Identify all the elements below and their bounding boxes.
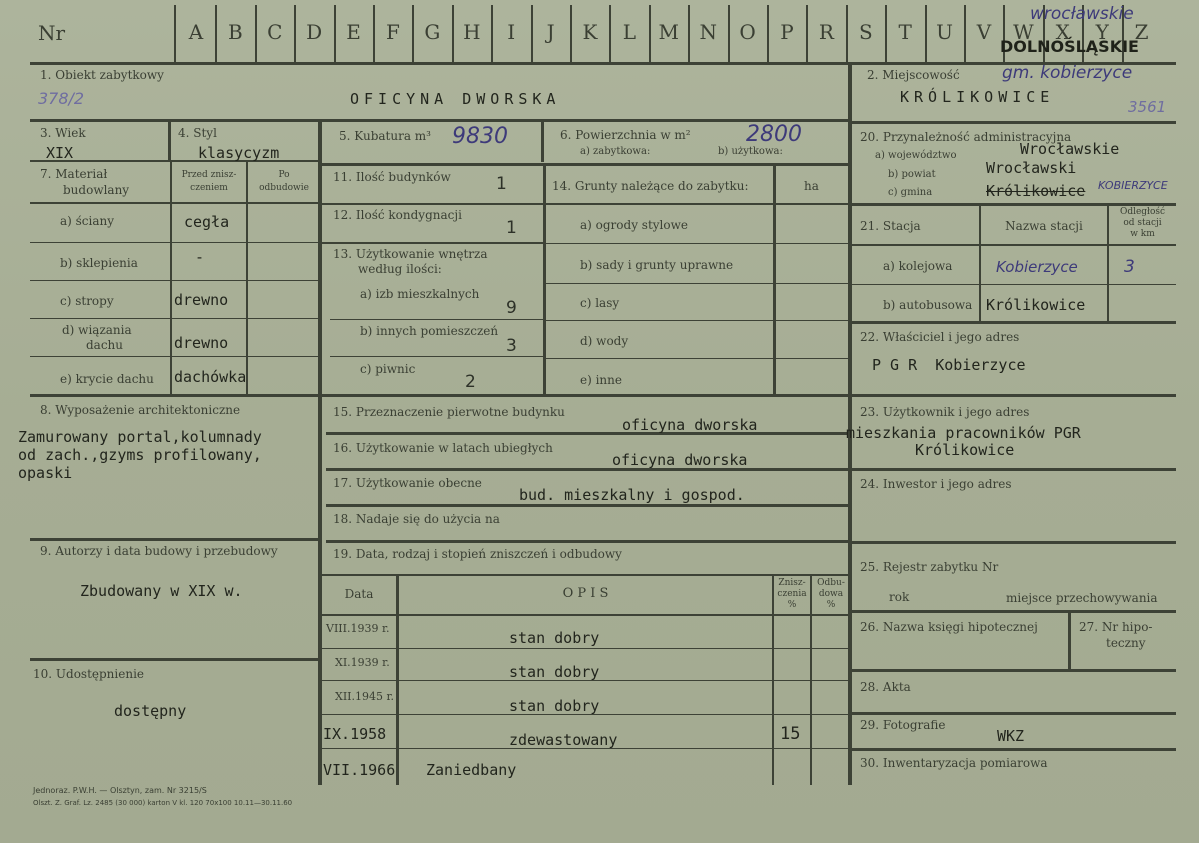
- material-row-label: a) ściany: [60, 214, 115, 228]
- material-row-value: -: [195, 248, 205, 266]
- rule-20: [852, 121, 1176, 124]
- land-row-label: e) inne: [580, 373, 622, 387]
- f4-value: klasycyzm: [198, 144, 280, 162]
- f8-line-1: Zamurowany portal,kolumnady: [18, 428, 262, 446]
- letter-cell-t: T: [898, 20, 912, 44]
- f15-value: oficyna dworska: [622, 416, 758, 434]
- letter-cell-h: H: [463, 20, 481, 44]
- f19-col-z: Znisz-: [778, 578, 806, 588]
- f15-label: 15. Przeznaczenie pierwotne budynku: [333, 405, 565, 419]
- handwritten-region: wrocławskie: [1030, 4, 1134, 24]
- f8-label: 8. Wyposażenie architektoniczne: [40, 403, 241, 417]
- rule-13: [322, 242, 544, 244]
- f7-col1-header: Przed znisz-: [181, 170, 237, 180]
- mat-row-a: [30, 202, 320, 204]
- f21-b-value: Królikowice: [986, 296, 1086, 314]
- divider-5-6: [541, 120, 544, 162]
- f18-label: 18. Nadaje się do użycia na: [333, 512, 500, 526]
- f19-col-z-pct: %: [787, 600, 797, 610]
- material-row-value: drewno: [174, 334, 229, 352]
- f13-label-2: według ilości:: [358, 262, 442, 276]
- f10-label: 10. Udostępnienie: [33, 667, 145, 681]
- letter-cell-j: J: [546, 20, 555, 44]
- divider-14-ha: [773, 163, 776, 395]
- f21-a-distance: 3: [1124, 257, 1135, 277]
- f13-c-value: 2: [465, 372, 476, 392]
- f19-col-opis: O P I S: [562, 586, 609, 601]
- f8-line-3: opaski: [18, 464, 73, 482]
- rule-22: [852, 321, 1176, 324]
- letter-cell-b: B: [228, 20, 243, 44]
- mat-row-d: [30, 318, 320, 319]
- damage-row-date: IX.1958: [323, 725, 387, 743]
- f7-label-2: budowlany: [63, 183, 130, 197]
- f27-label: 27. Nr hipo-: [1079, 620, 1153, 634]
- f21-col-dist-3: w km: [1130, 229, 1155, 239]
- mat-row-c: [30, 280, 320, 281]
- f17-value: bud. mieszkalny i gospod.: [519, 486, 745, 504]
- rule-25: [852, 541, 1176, 544]
- letter-cell-c: C: [267, 20, 283, 44]
- f16-value: oficyna dworska: [612, 451, 748, 469]
- footer-line-2: Olszt. Z. Graf. Lz. 2485 (30 000) karton V kl. 120 70x100 10.11—30.11.60: [33, 799, 293, 807]
- material-row-value: dachówka: [174, 368, 247, 386]
- f4-label: 4. Styl: [178, 126, 217, 140]
- damage-row-description: stan dobry: [509, 697, 600, 715]
- f23-label: 23. Użytkownik i jego adres: [860, 405, 1030, 419]
- damage-row-date: XII.1945 r.: [335, 690, 395, 703]
- rule-21: [852, 203, 1176, 206]
- f2-label: 2. Miejscowość: [867, 68, 960, 82]
- f21-b-label: b) autobusowa: [883, 298, 973, 312]
- f5-value: 9830: [452, 124, 508, 149]
- rule-24: [852, 468, 1176, 471]
- damage-row-description: stan dobry: [509, 663, 600, 681]
- rule-14c: [544, 283, 850, 284]
- header-divider: [174, 5, 176, 62]
- material-row-label: c) stropy: [60, 294, 114, 308]
- letter-cell-p: P: [780, 20, 794, 44]
- letter-cell-k: K: [582, 20, 598, 44]
- letter-cell-f: F: [386, 20, 400, 44]
- f21-col-dist: Odległość: [1119, 207, 1166, 217]
- col-27: [1068, 612, 1071, 670]
- f1-handwritten-number: 378/2: [38, 89, 85, 108]
- damage-row-description: stan dobry: [509, 629, 600, 647]
- f6-label: 6. Powierzchnia w m²: [560, 128, 691, 142]
- rule-18: [326, 504, 850, 507]
- rule-28: [852, 669, 1176, 672]
- land-row-label: b) sady i grunty uprawne: [580, 258, 734, 272]
- material-row-label: e) krycie dachu: [60, 372, 154, 386]
- rule-17: [326, 468, 850, 471]
- f20-a-label: a) województwo: [875, 150, 957, 161]
- f23-line-1: mieszkania pracowników PGR: [846, 424, 1081, 442]
- f22-value: P G R Kobierzyce: [872, 356, 1026, 374]
- rule-14e: [544, 358, 850, 359]
- f13-b-label: b) innych pomieszczeń: [360, 324, 499, 338]
- footer-line-1: Jednoraz. P.W.H. — Olsztyn, zam. Nr 3215/S: [33, 786, 207, 795]
- damage-row-description: Zaniedbany: [426, 761, 517, 779]
- f12-label: 12. Ilość kondygnacji: [333, 208, 462, 222]
- letter-cell-o: O: [739, 20, 756, 44]
- rule-9: [30, 538, 320, 541]
- handwritten-gmina: gm. kobierzyce: [1002, 63, 1133, 83]
- rule-10: [30, 658, 320, 661]
- material-row-value: cegła: [184, 213, 230, 231]
- f21-col-dist-2: od stacji: [1123, 218, 1162, 228]
- f25-rok: rok: [889, 590, 910, 604]
- f23-line-2: Królikowice: [915, 441, 1015, 459]
- letter-cell-a: A: [188, 20, 204, 44]
- rule-13c: [330, 356, 544, 357]
- f3-value: XIX: [46, 144, 74, 162]
- letter-cell-d: D: [306, 20, 323, 44]
- letter-cell-z: Z: [1134, 20, 1149, 44]
- letter-cell-y: Y: [1095, 20, 1109, 44]
- letter-cell-u: U: [936, 20, 954, 44]
- f26-label: 26. Nazwa księgi hipotecznej: [860, 620, 1038, 634]
- rule-26: [852, 610, 1176, 613]
- land-row-label: c) lasy: [580, 296, 620, 310]
- mat-col-1: [170, 162, 172, 394]
- rule-21b: [852, 284, 1176, 285]
- f20-b-label: b) powiat: [888, 169, 936, 180]
- f9-label: 9. Autorzy i data budowy i przebudowy: [40, 544, 278, 558]
- f21-label: 21. Stacja: [860, 219, 921, 233]
- f19-col-o-pct: %: [826, 600, 836, 610]
- damage-row-date: XI.1939 r.: [335, 656, 390, 669]
- rule-13b: [330, 319, 544, 320]
- f29-value: WKZ: [997, 727, 1025, 745]
- f20-c-handwritten: KOBIERZYCE: [1098, 179, 1168, 192]
- f22-label: 22. Właściciel i jego adres: [860, 330, 1020, 344]
- f6-value: 2800: [746, 122, 802, 147]
- f19-col-o-2: dowa: [818, 589, 844, 599]
- rule-16: [326, 432, 850, 435]
- f5-label: 5. Kubatura m³: [339, 129, 431, 143]
- f11-value: 1: [496, 174, 507, 194]
- letter-cell-l: L: [622, 20, 637, 44]
- damage-row-date: VII.1966: [323, 761, 396, 779]
- f7-col2-header: Po: [278, 170, 290, 180]
- f20-b-value: Wrocławski: [986, 159, 1077, 177]
- rule-29: [852, 712, 1176, 715]
- material-row-label: d) wiązania: [62, 323, 132, 337]
- f7-col2-header-2: odbudowie: [259, 183, 309, 193]
- f20-c-value: Królikowice: [986, 182, 1086, 200]
- f19-col-date: Data: [344, 587, 374, 601]
- damage-row-date: VIII.1939 r.: [326, 622, 390, 635]
- divider-13-14: [543, 163, 546, 395]
- f29-label: 29. Fotografie: [860, 718, 946, 732]
- f11-label: 11. Ilość budynków: [333, 170, 451, 184]
- mat-col-2: [246, 162, 248, 394]
- land-row-label: d) wody: [580, 334, 629, 348]
- f13-a-label: a) izb mieszkalnych: [360, 287, 480, 301]
- mat-row-e: [30, 356, 320, 357]
- f16-label: 16. Użytkowanie w latach ubiegłych: [333, 441, 553, 455]
- f6-b-label: b) użytkowa:: [718, 146, 783, 157]
- rule-14d: [544, 320, 850, 321]
- letter-cell-n: N: [699, 20, 717, 44]
- letter-cell-x: X: [1055, 20, 1070, 44]
- rule-row-3: [30, 119, 850, 122]
- f20-a-value: Wrocławskie: [1020, 140, 1120, 158]
- material-row-label-2: dachu: [86, 338, 124, 352]
- f13-c-label: c) piwnic: [360, 362, 416, 376]
- mat-row-b: [30, 242, 320, 243]
- f9-value: Zbudowany w XIX w.: [80, 582, 243, 600]
- f30-label: 30. Inwentaryzacja pomiarowa: [860, 756, 1048, 770]
- letter-cell-m: M: [658, 20, 680, 44]
- rule-21a: [852, 244, 1176, 246]
- rule-19-r2: [322, 648, 850, 649]
- rule-14b: [544, 243, 850, 244]
- f17-label: 17. Użytkowanie obecne: [333, 476, 482, 490]
- letter-cell-v: V: [976, 20, 992, 44]
- rule-19: [326, 540, 850, 543]
- left-column-divider: [318, 120, 322, 785]
- f1-label: 1. Obiekt zabytkowy: [40, 68, 164, 82]
- f21-a-value: Kobierzyce: [996, 258, 1078, 276]
- f7-label: 7. Materiał: [40, 167, 108, 181]
- rule-14a: [544, 203, 850, 205]
- f19-col-z-2: czenia: [777, 589, 807, 599]
- damage-row-percent: 15: [780, 724, 801, 744]
- f28-label: 28. Akta: [860, 680, 911, 694]
- letter-cell-w: W: [1013, 20, 1034, 44]
- f21-a-label: a) kolejowa: [883, 259, 953, 273]
- f3-label: 3. Wiek: [40, 126, 86, 140]
- f14-label: 14. Grunty należące do zabytku:: [552, 179, 749, 193]
- f20-label: 20. Przynależność administracyjna: [860, 130, 1072, 144]
- rule-19-header: [322, 574, 850, 576]
- f19-label: 19. Data, rodzaj i stopień zniszczeń i odbudowy: [333, 547, 622, 561]
- f20-c-label: c) gmina: [888, 187, 933, 198]
- letter-cell-i: I: [507, 20, 516, 44]
- rule-30: [852, 748, 1176, 751]
- f1-value: OFICYNA DWORSKA: [350, 90, 561, 108]
- f21-col-name: Nazwa stacji: [1005, 219, 1083, 233]
- letter-cell-g: G: [424, 20, 441, 44]
- f25-label: 25. Rejestr zabytku Nr: [860, 560, 999, 574]
- letter-cell-e: E: [346, 20, 361, 44]
- f13-b-value: 3: [506, 336, 517, 356]
- letter-cell-s: S: [858, 20, 873, 44]
- f12-value: 1: [506, 218, 517, 238]
- material-row-label: b) sklepienia: [60, 256, 138, 270]
- divider-3-4: [168, 120, 171, 162]
- f25-miejsce: miejsce przechowywania: [1006, 591, 1158, 605]
- f6-a-label: a) zabytkowa:: [580, 146, 651, 157]
- f24-label: 24. Inwestor i jego adres: [860, 477, 1012, 491]
- f13-a-value: 9: [506, 298, 517, 318]
- nr-label: Nr: [38, 21, 66, 45]
- letter-cell-r: R: [818, 20, 834, 44]
- rule-row-11: [322, 163, 850, 166]
- f10-value: dostępny: [114, 702, 187, 720]
- material-row-value: drewno: [174, 291, 229, 309]
- f13-label: 13. Użytkowanie wnętrza: [333, 247, 488, 261]
- f14-unit: ha: [804, 179, 819, 193]
- damage-row-description: zdewastowany: [509, 731, 618, 749]
- f2-handwritten-number: 3561: [1128, 98, 1167, 116]
- f8-line-2: od zach.,gzyms profilowany,: [18, 446, 262, 464]
- f7-col1-header-2: czeniem: [190, 183, 228, 193]
- rule-19-r1: [322, 614, 850, 616]
- land-row-label: a) ogrody stylowe: [580, 218, 688, 232]
- rule-12: [322, 203, 544, 205]
- rule-row-8: [30, 394, 1176, 397]
- f19-col-o: Odbu-: [817, 578, 845, 588]
- f2-value: KRÓLIKOWICE: [900, 88, 1055, 106]
- region-stamp: DOLNOŚLĄSKIE: [1000, 37, 1139, 56]
- f27-label-2: teczny: [1106, 636, 1146, 650]
